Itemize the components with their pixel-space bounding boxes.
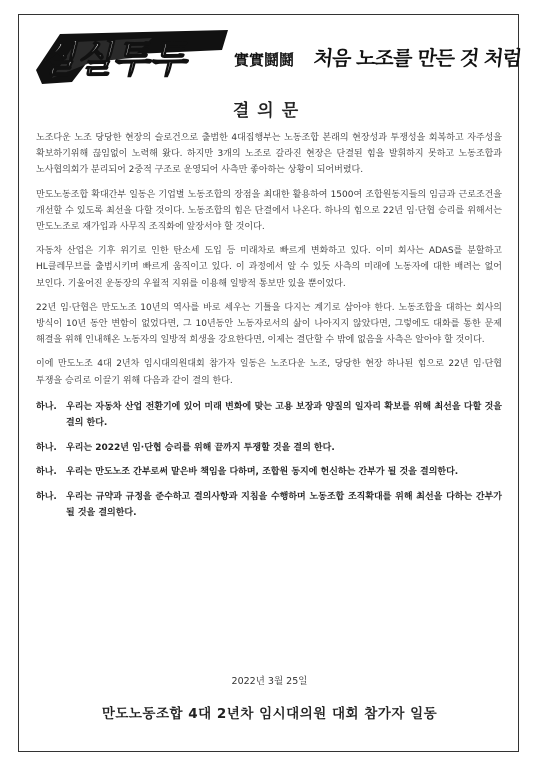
- resolution-item: [36, 440, 502, 457]
- page-title: 결의문: [232, 101, 307, 121]
- resolution-item: [36, 399, 502, 432]
- paragraph: 이에 만도노조 4대 2년차 임시대의원대회 참가자 일동은 노조다운 노조, 당당한 현장 하나된 힘으로 22년 임·단협 투쟁을 승리로 이끌기 위해 다음과 같이 결의 한다.: [36, 359, 502, 386]
- paragraph: 만도노동조합 확대간부 일동은 기업별 노동조합의 장점을 최대한 활용하여 1500여 조합원동지들의 임금과 근로조건을 개선할 수 있도록 최선을 다할 것이다. 노동조합의 힘은 단결에서 나온다. 하나의 힘으로 22년 임·단협 승리를 위해서는 만도노조로 재가입과 사무직 조직화에 앞장서야 할 것이다.: [36, 189, 502, 233]
- resolution-item: [36, 464, 502, 481]
- brush-logo-graphic: [32, 28, 232, 86]
- resolution-text: 우리는 규약과 규정을 준수하고 결의사항과 지침을 수행하며 노동조합 조직확대를 위해 최선을 다하는 간부가 될 것을 결의한다.: [66, 491, 502, 519]
- resolution-text: 우리는 2022년 임·단협 승리를 위해 끝까지 투쟁할 것을 결의 한다.: [66, 442, 335, 453]
- resolution-item: [36, 489, 502, 522]
- resolution-prefix: 하나.: [36, 442, 57, 453]
- resolution-prefix: 하나.: [36, 401, 57, 412]
- resolution-prefix: 하나.: [36, 491, 57, 502]
- resolution-text: 우리는 자동차 산업 전환기에 있어 미래 변화에 맞는 고용 보장과 양질의 일자리 확보를 위해 최선을 다할 것을 결의 한다.: [66, 401, 502, 429]
- hanja-slogan: 實實鬪鬪: [234, 51, 295, 69]
- paragraph: 노조다운 노조 당당한 현장의 슬로건으로 출범한 4대집행부는 노동조합 본래의 현장성과 투쟁성을 회복하고 자주성을 확보하기위해 끊임없이 노력해 왔다. 하지만 3개의 노조로 갈라진 현장은 단결된 힘을 발휘하지 못하고 노동조합과 노사협의회가 분리되어 2중적 구조로 운영되어 사측만 좋아하는 상황이 되어버렸다.: [36, 133, 502, 176]
- logo-text: 실실투투: [36, 37, 195, 82]
- resolution-prefix: 하나.: [36, 467, 57, 478]
- slogan-logo: [32, 28, 232, 86]
- paragraph: 자동차 산업은 기후 위기로 인한 탄소세 도입 등 미래차로 빠르게 변화하고 있다. 이미 회사는 ADAS를 분할하고 HL클레무브를 출범시키며 빠르게 움직이고 있다. 이 과정에서 알 수 있듯 사측의 미래에 노동자에 대한 배려는 없어 보인다. 기울어진 운동장의 우월적 지위를 이용해 일방적 통보만 있을 뿐이었다.: [36, 246, 502, 289]
- paragraph: 22년 임·단협은 만도노조 10년의 역사를 바로 세우는 기틀을 다지는 계기로 삼아야 한다. 노동조합을 대하는 회사의 방식이 10년 동안 변함이 없었다면, 그 10년동안 노동자로서의 삶이 나아지지 않았다면, 그렇에도 대화를 통한 문제 해결을 위해 인내해온 노동자의 일방적 희생을 강요한다면, 이제는 결단할 수 밖에 없음을 사측은 알아야 할 것이다.: [36, 302, 502, 346]
- slogan-text: 처음 노조를 만든 것 처럼: [312, 46, 523, 70]
- signature-line: 만도노동조합 4대 2년차 임시대의원 대회 참가자 일동: [101, 706, 438, 722]
- document-date: 2022년 3월 25일: [231, 676, 308, 687]
- resolution-list: [36, 399, 502, 522]
- header-banner: [24, 22, 523, 90]
- document-body: [36, 130, 502, 530]
- resolution-text: 우리는 만도노조 간부로써 맡은바 책임을 다하며, 조합원 동지에 헌신하는 간부가 될 것을 결의한다.: [66, 467, 459, 478]
